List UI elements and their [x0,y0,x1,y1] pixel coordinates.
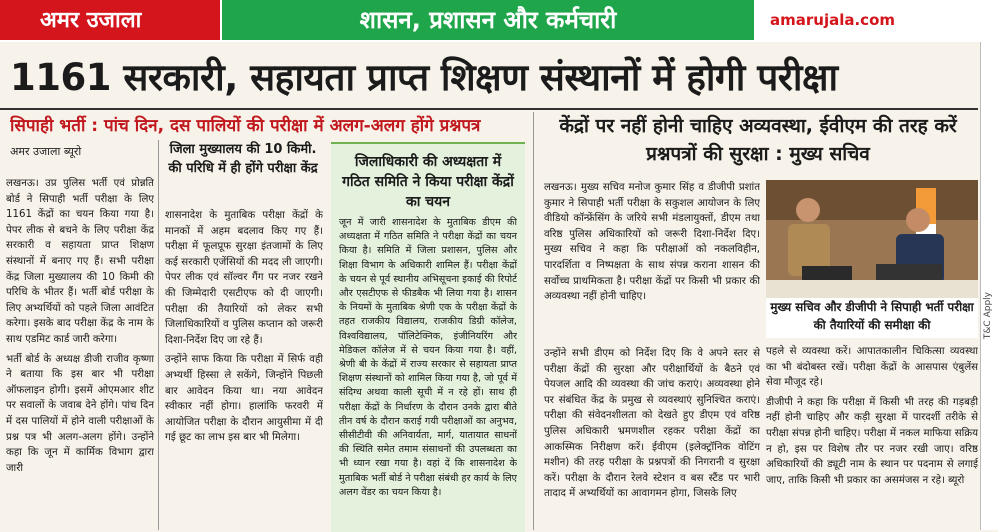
paragraph: उन्होंने साफ किया कि परीक्षा में सिर्फ वही अभ्यर्थी हिस्सा ले सकेंगे, जिन्होंने पिछली बार आवेदन किया था। नया आवेदन स्वीकार नहीं होगा। हालांकि फरवरी में आयोजित परीक्षा के दौरान आयुसीमा में दी गई छूट का लाभ इस बार भी मिलेगा। [165,354,323,444]
headline-divider [0,108,978,110]
paragraph: उन्होंने सभी डीएम को निर्देश दिए कि वे अपने स्तर से परीक्षा केंद्रों की सुरक्षा और परीक्षार्थियों के बैठने एवं पेयजल आदि की व्यवस्था की जांच कराएं। अव्यवस्था होने पर संबंधित केंद्र के प्रमुख से व्यवस्थाएं सुनिश्चित कराएं। परीक्षा की संवेदनशीलता को देखते हुए डीएम एवं वरिष्ठ पुलिस अधिकारी भ्रमणशील रहकर परीक्षा केंद्रों का आकस्मिक निरीक्षण करें। ईवीएम (इलेक्ट्रॉनिक वोटिंग मशीन) की तरह परीक्षा के प्रश्नपत्रों की निगरानी व सुरक्षा करें। परीक्षा के दौरान रेलवे स्टेशन व बस स्टैंड पर भारी तादाद में अभ्यर्थियों का आवागमन होगा, जिसके लिए [544,348,760,500]
meeting-photo-illustration [766,180,978,298]
column-divider [533,112,534,530]
right-story-column-2 [544,346,760,530]
paragraph: पहले से व्यवस्था करें। आपातकालीन चिकित्सा व्यवस्था का भी बंदोबस्त रखें। परीक्षा केंद्रों के आसपास एंबुलेंस सेवा मौजूद रहे। [766,346,978,389]
photo-caption: मुख्य सचिव और डीजीपी ने सिपाही भर्ती परीक्षा की तैयारियों की समीक्षा की [766,298,978,338]
left-story-subhead: सिपाही भर्ती : पांच दिन, दस पालियों की परीक्षा में अलग-अलग होंगे प्रश्नपत्र [10,116,481,136]
paragraph: भर्ती बोर्ड के अध्यक्ष डीजी राजीव कृष्णा ने बताया कि इस बार भी परीक्षा ऑफलाइन होगी। इसमें ओएमआर शीट पर सवालों के जवाब देने होंगे। पांच दिन में दस पालियों में होने वाली परीक्षाओं के प्रश्न पत्र भी अलग-अलग होंगे। उन्होंने कहा कि जून में कार्मिक विभाग द्वारा जारी [6,353,154,474]
right-edge-strip [980,42,998,530]
right-story-headline: केंद्रों पर नहीं होनी चाहिए अव्यवस्था, ईवीएम की तरह करें प्रश्नपत्रों की सुरक्षा : मुख्य सचिव [559,115,957,165]
meeting-photo [766,180,978,298]
byline: अमर उजाला ब्यूरो [10,145,82,158]
page-headline: 1161 सरकारी, सहायता प्राप्त शिक्षण संस्थानों में होगी परीक्षा [10,56,838,99]
site-name: amarujala.com [770,11,896,29]
info-box-body: जून में जारी शासनादेश के मुताबिक डीएम की अध्यक्षता में गठित समिति ने परीक्षा केंद्रों का चयन किया है। समिति में जिला प्रशासन, पुलिस और शिक्षा विभाग के अधिकारी शामिल हैं। परीक्षा केंद्रों के चयन से पूर्व स्थानीय अभिसूचना इकाई की रिपोर्ट और एसटीएफ से फीडबैक भी लिया गया है। शासन के नियमों के मुताबिक श्रेणी एक के परीक्षा केंद्रों के तहत राजकीय विद्यालय, राजकीय डिग्री कॉलेज, विश्वविद्यालय, पॉलिटेक्निक, इंजीनियरिंग और मेडिकल कॉलेज में से चयन किया गया है। वहीं, श्रेणी बी के केंद्रों में राज्य सरकार से सहायता प्राप्त शिक्षण संस्थानों को शामिल किया गया है, जो पूर्व में संदिग्ध अथवा काली सूची में न रहे हों। साथ ही परीक्षा केंद्रों के निर्धारण के दौरान उनके द्वारा बीते तीन वर्ष के दौरान कराई गयी परीक्षाओं का अनुभव, सीसीटीवी की अनिवार्यता, मार्ग, यातायात साधनों की स्थिति समेत तमाम संसाधनों की उपलब्धता का भी ध्यान रखा गया है। वहां दें कि शासनादेश के मुताबिक भर्ती बोर्ड ने परीक्षा संबंधी हर कार्य के लिए अलग वेंडर का चयन किया है। [339,217,517,498]
paragraph: शासनादेश के मुताबिक परीक्षा केंद्रों के मानकों में अहम बदलाव किए गए हैं। परीक्षा में फूलप्रूफ सुरक्षा इंतजामों के लिए कई सरकारी एजेंसियों की मदद ली जाएगी। पेपर लीक एवं सॉल्वर गैंग पर नजर रखने की जिम्मेदारी एसटीएफ को दी जाएगी। परीक्षा की तैयारियों को लेकर सभी जिलाधिकारियों व पुलिस कप्तान को जरूरी दिशा-निर्देश दिए जा रहे हैं। [165,210,323,346]
paragraph: लखनऊ। मुख्य सचिव मनोज कुमार सिंह व डीजीपी प्रशांत कुमार ने सिपाही भर्ती परीक्षा के सकुशल आयोजन के लिए वीडियो कॉन्फ्रेंसिंग के जरिये सभी मंडलायुक्तों, डीएम तथा वरिष्ठ पुलिस अधिकारियों को जरूरी दिशा-निर्देश दिए। मुख्य सचिव ने कहा कि परीक्षाओं को नकलविहीन, पारदर्शिता व निष्पक्षता के साथ संपन्न कराना शासन की सर्वोच्च प्राथमिकता है। परीक्षा केंद्रों पर किसी भी प्रकार की अव्यवस्था नहीं होनी चाहिए। [544,182,760,303]
paragraph: लखनऊ। उप्र पुलिस भर्ती एवं प्रोन्नति बोर्ड ने सिपाही भर्ती परीक्षा के लिए 1161 केंद्रों का चयन किया गया है। पेपर लीक से बचने के लिए परीक्षा केंद्र सरकारी व सहायता प्राप्त शिक्षण संस्थानों में बनाए गए हैं। सभी परीक्षा केंद्र जिला मुख्यालय की 10 किमी की परिधि के भीतर हैं। भर्ती बोर्ड परीक्षा के लिए अभ्यर्थियों को पहले जिला आवंटित करेगा। इसके बाद परीक्षा केंद्र के नाम के साथ एडमिट कार्ड जारी करेगा। [6,178,154,345]
paragraph: डीजीपी ने कहा कि परीक्षा में किसी भी तरह की गड़बड़ी नहीं होनी चाहिए और कड़ी सुरक्षा में पारदर्शी तरीके से परीक्षा संपन्न होनी चाहिए। परीक्षा में नकल माफिया सक्रिय न हो, इस पर विशेष तौर पर नजर रखी जाए। वरिष्ठ अधिकारियों की ड्यूटी नाम के स्थान पर पदनाम से लगाई जाए, ताकि किसी भी प्रकार का असमंजस न रहे। ब्यूरो [766,396,978,486]
left-story-column-2 [165,208,323,530]
right-story-column-3 [766,344,978,530]
section-title: शासन, प्रशासन और कर्मचारी [222,0,754,40]
info-box-heading: जिलाधिकारी की अध्यक्षता में गठित समिति ने किया परीक्षा केंद्रों का चयन [342,154,514,210]
info-box [331,142,525,532]
top-banner [0,0,998,42]
newspaper-logo: अमर उजाला [0,0,220,40]
left-story-column-1 [6,176,154,530]
column-subhead: जिला मुख्यालय की 10 किमी. की परिधि में ही होंगे परीक्षा केंद्र [168,142,318,176]
side-note: T&C Apply [983,292,993,340]
right-story-column-1 [544,180,760,350]
column-divider [158,140,159,530]
